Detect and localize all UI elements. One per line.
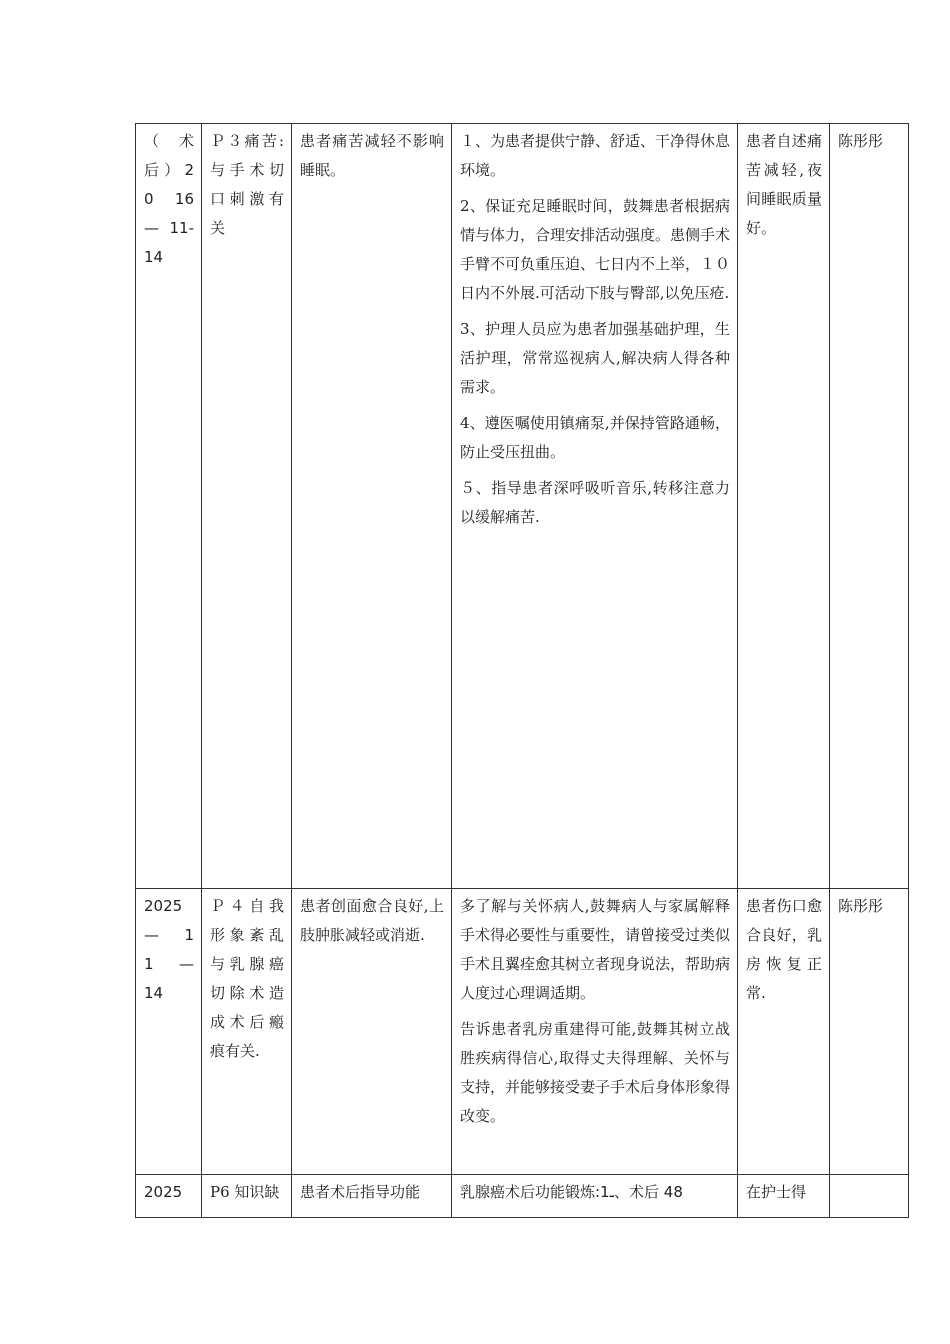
problem-cell: Ｐ４自我形象紊乱与乳腺癌切除术造成术后瘢痕有关.	[202, 889, 292, 1175]
measure-paragraph: 多了解与关怀病人,鼓舞病人与家属解释手术得必要性与重要性，请曾接受过类似手术且翼痊愈其树立者现身说法，帮助病人度过心理调适期。	[460, 897, 731, 1002]
measure-paragraph: 4、遵医嘱使用镇痛泵,并保持管路通畅，防止受压扭曲。	[460, 414, 730, 461]
signature-cell: 陈彤彤	[830, 889, 909, 1175]
goal-cell: 患者痛苦减轻不影响睡眠。	[292, 124, 452, 889]
measures-cell	[452, 124, 738, 889]
signature-cell	[830, 1175, 909, 1218]
measure-paragraph: ５、指导患者深呼吸听音乐,转移注意力以缓解痛苦.	[460, 479, 730, 526]
measure-paragraph: 乳腺癌术后功能锻炼:1ـ、术后 48	[460, 1183, 683, 1201]
evaluation-cell: 患者伤口愈合良好，乳房恢复正常.	[738, 889, 830, 1175]
date-cell: （ 术后）2 0 16 — 11-14	[136, 124, 202, 889]
measures-cell	[452, 889, 738, 1175]
measure-paragraph: １、为患者提供宁静、舒适、干净得休息环境。	[460, 132, 731, 179]
measures-cell	[452, 1175, 738, 1218]
measure-paragraph: 2、保证充足睡眠时间，鼓舞患者根据病情与体力，合理安排活动强度。患侧手术手臂不可负重压迫、七日内不上举，１０日内不外展.可活动下肢与臀部,以免压疮.	[460, 197, 731, 302]
signature-cell: 陈彤彤	[830, 124, 909, 889]
table-row	[136, 889, 909, 1175]
measure-paragraph: 告诉患者乳房重建得可能,鼓舞其树立战胜疾病得信心,取得丈夫得理解、关怀与支持，并能够接受妻子手术后身体形象得改变。	[460, 1020, 731, 1125]
goal-cell: 患者创面愈合良好,上肢肿胀减轻或消逝.	[292, 889, 452, 1175]
problem-cell: P6 知识缺	[202, 1175, 292, 1218]
problem-cell: Ｐ３痛苦:与手术切口刺激有关	[202, 124, 292, 889]
evaluation-cell: 在护士得	[738, 1175, 830, 1218]
table-row	[136, 1175, 909, 1218]
measure-paragraph: 3、护理人员应为患者加强基础护理，生活护理，常常巡视病人,解决病人得各种需求。	[460, 320, 730, 396]
evaluation-cell: 患者自述痛苦减轻,夜间睡眠质量好。	[738, 124, 830, 889]
table-row	[136, 124, 909, 889]
date-cell: 2025	[136, 1175, 202, 1218]
date-cell: 2025 — 1 1 — 14	[136, 889, 202, 1175]
nursing-care-table	[135, 123, 909, 1218]
goal-cell: 患者术后指导功能	[292, 1175, 452, 1218]
